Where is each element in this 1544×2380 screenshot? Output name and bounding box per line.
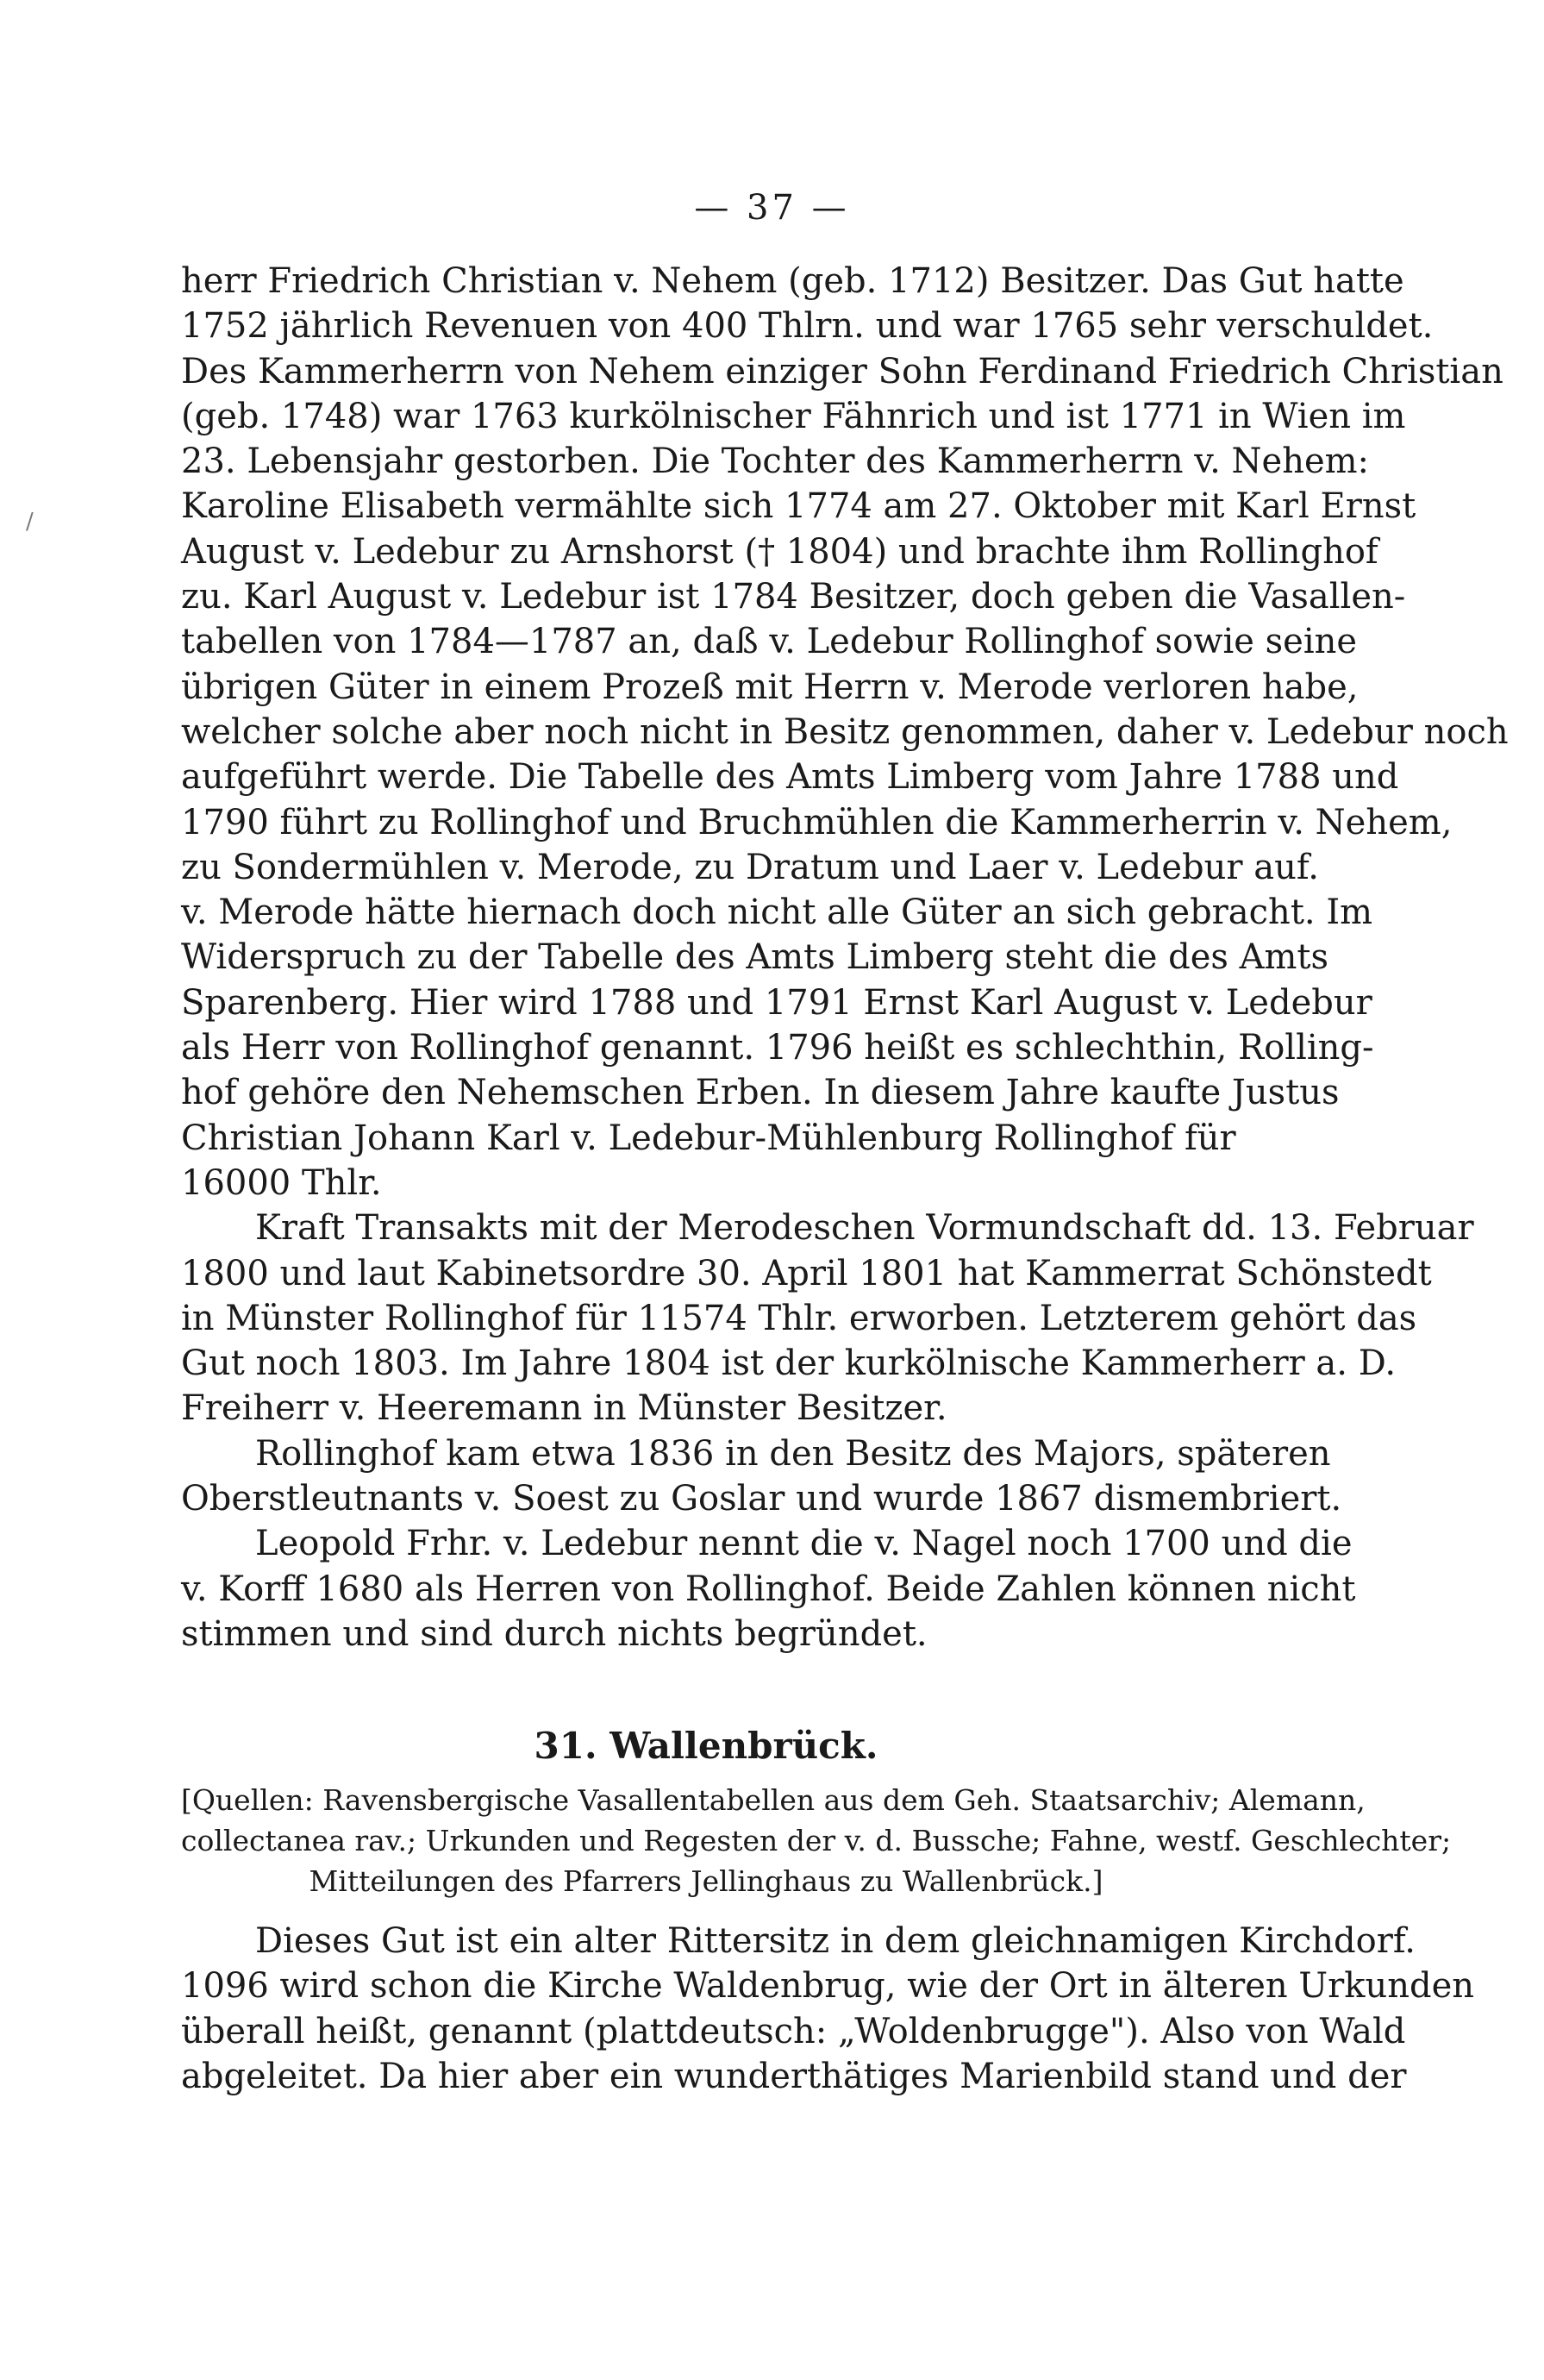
text-line: welcher solche aber noch nicht in Besitz genommen, daher v. Ledebur noch [181,711,1509,752]
text-line: 1096 wird schon die Kirche Waldenbrug, wie der Ort in älteren Urkunden [181,1966,1474,2007]
text-line: Widerspruch zu der Tabelle des Amts Limberg steht die des Amts [181,937,1329,978]
text-line: abgeleitet. Da hier aber ein wunderthätiges Marienbild stand und der [181,2056,1407,2096]
text-line: stimmen und sind durch nichts begründet. [181,1613,928,1654]
text-line: tabellen von 1784—1787 an, daß v. Ledebur Rollinghof sowie seine [181,622,1358,662]
text-line: v. Merode hätte hiernach doch nicht alle Güter an sich gebracht. Im [181,892,1373,933]
text-line: zu. Karl August v. Ledebur ist 1784 Besitzer, doch geben die Vasallen- [181,577,1406,617]
sources-line: Mitteilungen des Pfarrers Jellinghaus zu Wallenbrück.] [309,1864,1103,1898]
text-line: Freiherr v. Heeremann in Münster Besitzer. [181,1388,947,1429]
main-text-block [181,259,1509,1657]
text-line: 1800 und laut Kabinetsordre 30. April 1801 hat Kammerrat Schönstedt [181,1253,1432,1293]
text-line: Rollinghof kam etwa 1836 in den Besitz des Majors, späteren [255,1433,1331,1474]
text-line: Kraft Transakts mit der Merodeschen Vormundschaft dd. 13. Februar [255,1208,1474,1249]
text-line: Sparenberg. Hier wird 1788 und 1791 Ernst Karl August v. Ledebur [181,982,1372,1023]
text-line: aufgeführt werde. Die Tabelle des Amts Limberg vom Jahre 1788 und [181,757,1399,798]
section-heading: 31. Wallenbrück. [534,1725,878,1767]
text-line: August v. Ledebur zu Arnshorst († 1804) und brachte ihm Rollinghof [181,531,1378,572]
text-line: zu Sondermühlen v. Merode, zu Dratum und Laer v. Ledebur auf. [181,847,1319,887]
text-line: als Herr von Rollinghof genannt. 1796 heißt es schlechthin, Rolling- [181,1028,1374,1068]
text-line: Dieses Gut ist ein alter Rittersitz in dem gleichnamigen Kirchdorf. [255,1921,1416,1961]
text-line: 1752 jährlich Revenuen von 400 Thlrn. und war 1765 sehr verschuldet. [181,306,1434,347]
text-line: Oberstleutnants v. Soest zu Goslar und wurde 1867 dismembriert. [181,1479,1342,1519]
text-line: übrigen Güter in einem Prozeß mit Herrn v. Merode verloren habe, [181,667,1359,707]
text-line: 1790 führt zu Rollinghof und Bruchmühlen die Kammerherrin v. Nehem, [181,802,1453,842]
sources-note [181,1780,1452,1901]
text-line: 16000 Thlr. [181,1162,382,1203]
page-number: — 37 — [694,188,850,228]
text-line: v. Korff 1680 als Herren von Rollinghof. Beide Zahlen können nicht [181,1569,1356,1609]
section-text-block [181,1919,1474,2099]
text-line: (geb. 1748) war 1763 kurkölnischer Fähnrich und ist 1771 in Wien im [181,396,1406,436]
text-line: Des Kammerherrn von Nehem einziger Sohn Ferdinand Friedrich Christian [181,351,1503,391]
margin-mark: / [26,509,34,535]
sources-line: [Quellen: Ravensbergische Vasallentabellen aus dem Geh. Staatsarchiv; Alemann, [181,1783,1366,1817]
sources-line: collectanea rav.; Urkunden und Regesten der v. d. Bussche; Fahne, westf. Geschlechter; [181,1824,1452,1857]
text-line: überall heißt, genannt (plattdeutsch: „Woldenbrugge"). Also von Wald [181,2011,1406,2051]
text-line: Christian Johann Karl v. Ledebur-Mühlenburg Rollinghof für [181,1118,1236,1158]
text-line: Gut noch 1803. Im Jahre 1804 ist der kurkölnische Kammerherr a. D. [181,1343,1397,1384]
text-line: hof gehöre den Nehemschen Erben. In diesem Jahre kaufte Justus [181,1073,1340,1113]
text-line: Leopold Frhr. v. Ledebur nennt die v. Nagel noch 1700 und die [255,1524,1353,1564]
text-line: in Münster Rollinghof für 11574 Thlr. erworben. Letzterem gehört das [181,1298,1417,1338]
text-line: herr Friedrich Christian v. Nehem (geb. 1712) Besitzer. Das Gut hatte [181,261,1404,301]
text-line: Karoline Elisabeth vermählte sich 1774 am 27. Oktober mit Karl Ernst [181,486,1416,527]
text-line: 23. Lebensjahr gestorben. Die Tochter des Kammerherrn v. Nehem: [181,442,1370,482]
